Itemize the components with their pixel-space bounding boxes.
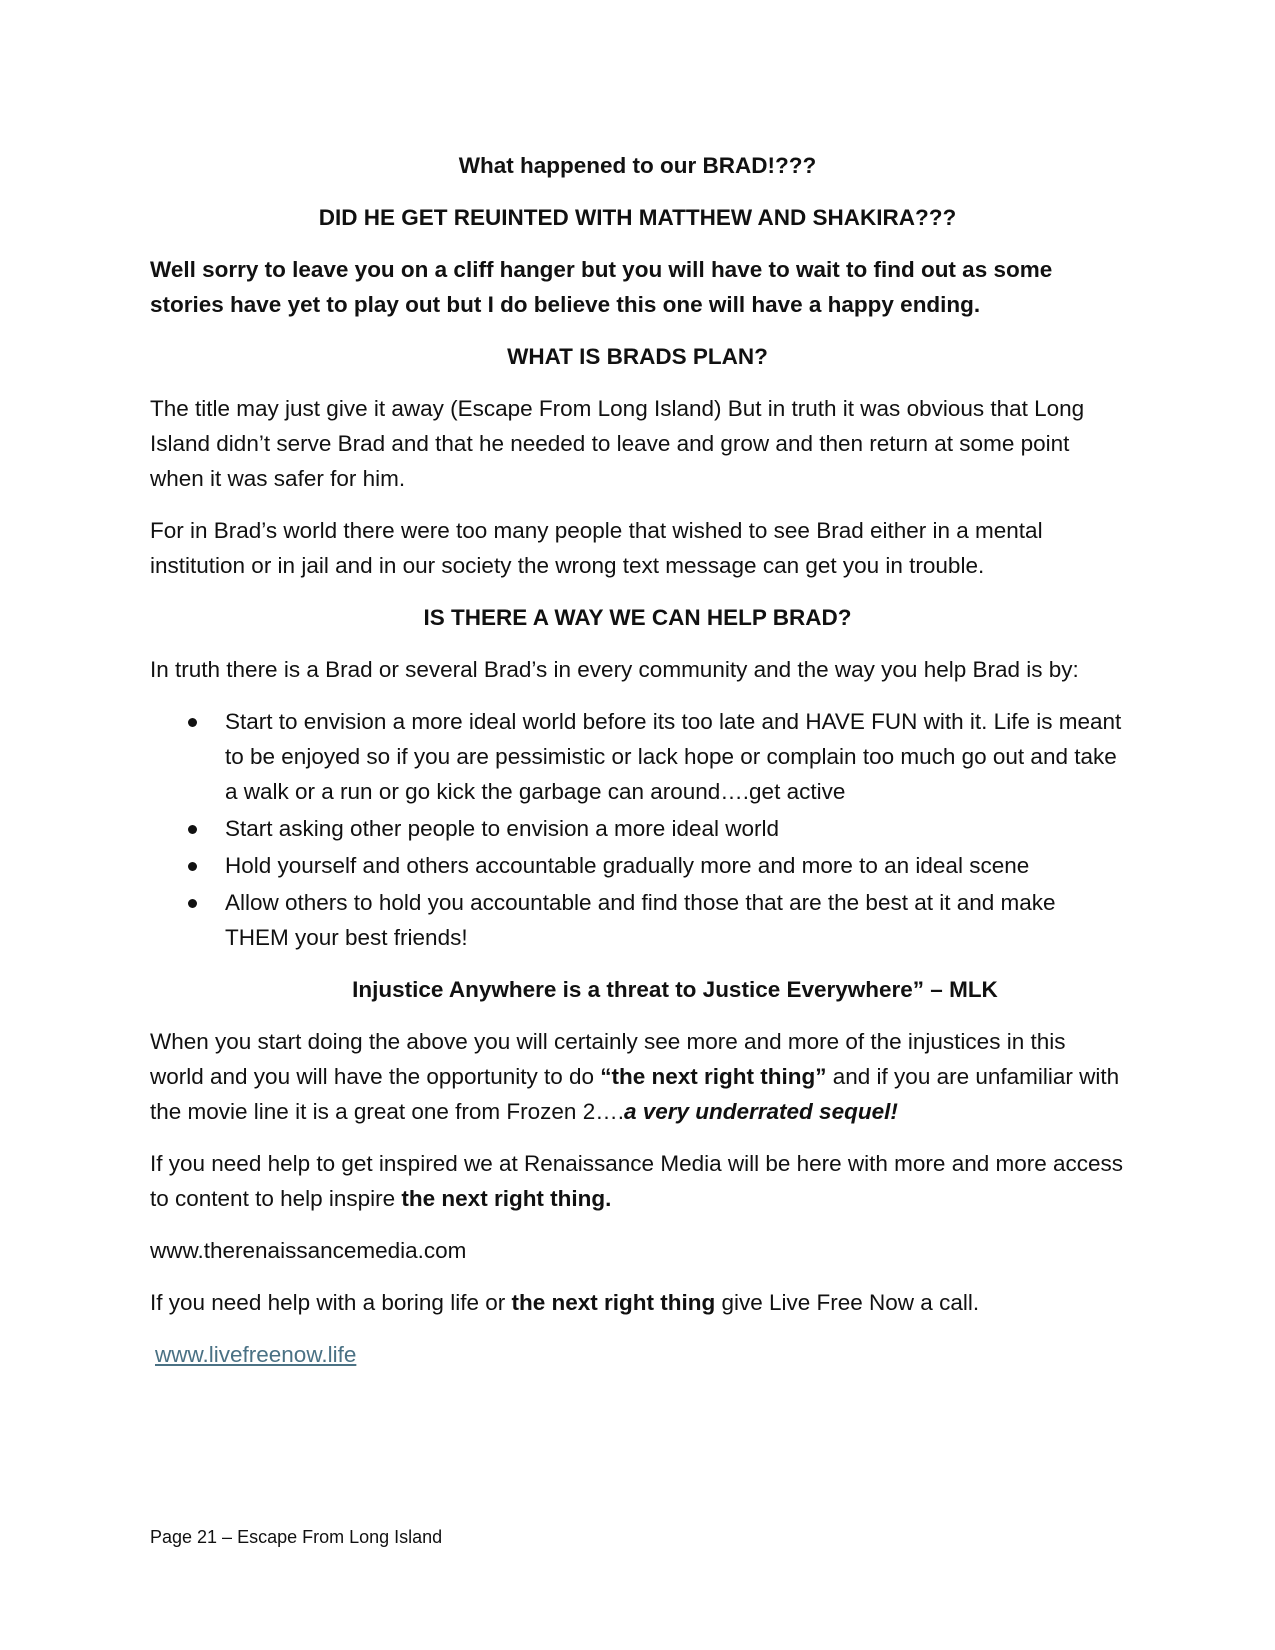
heading-brads-plan: WHAT IS BRADS PLAN? — [507, 344, 768, 369]
paragraph-next-right-thing: When you start doing the above you will certainly see more and more of the injustices in this world and you will have the opportunity to do “the next right thing” and if you are unfamiliar with the movie line it is a great one from Frozen 2….a very underrated sequel! — [150, 1029, 1120, 1124]
list-item: Start to envision a more ideal world before its too late and HAVE FUN with it. Life is meant to be enjoyed so if you are pessimistic or lack hope or complain too much go out and take a walk or a run or go kick the garbage can around….get active — [225, 704, 1125, 809]
help-bullet-list — [150, 704, 1125, 955]
livefreenow-link[interactable]: www.livefreenow.life — [155, 1342, 357, 1367]
list-item: Hold yourself and others accountable gradually more and more to an ideal scene — [225, 848, 1125, 883]
list-item: Allow others to hold you accountable and find those that are the best at it and make THEM your best friends! — [225, 885, 1125, 955]
paragraph-brads-world: For in Brad’s world there were too many people that wished to see Brad either in a mental institution or in jail and in our society the wrong text message can get you in trouble. — [150, 518, 1043, 578]
bullet-icon — [188, 862, 197, 871]
mlk-quote: Injustice Anywhere is a threat to Justice Everywhere” – MLK — [352, 977, 998, 1002]
heading-help-brad: IS THERE A WAY WE CAN HELP BRAD? — [423, 605, 852, 630]
heading-reunited: DID HE GET REUINTED WITH MATTHEW AND SHAKIRA??? — [318, 205, 957, 230]
heading-what-happened: What happened to our BRAD!??? — [458, 153, 817, 178]
list-item: Start asking other people to envision a more ideal world — [225, 811, 1125, 846]
document-page — [150, 148, 1125, 1389]
bullet-icon — [188, 899, 197, 908]
page-footer: Page 21 – Escape From Long Island — [150, 1527, 443, 1547]
lead-paragraph: Well sorry to leave you on a cliff hanger but you will have to wait to find out as some stories have yet to play out but I do believe this one will have a happy ending. — [150, 257, 1053, 317]
bullet-icon — [188, 718, 197, 727]
paragraph-live-free-now: If you need help with a boring life or the next right thing give Live Free Now a call. — [150, 1290, 980, 1315]
website-renaissance-media: www.therenaissancemedia.com — [150, 1238, 467, 1263]
paragraph-title-giveaway: The title may just give it away (Escape From Long Island) But in truth it was obvious that Long Island didn’t serve Brad and that he needed to leave and grow and then return at some point when it was safer for him. — [150, 396, 1085, 491]
bullet-icon — [188, 825, 197, 834]
paragraph-in-truth: In truth there is a Brad or several Brad’s in every community and the way you help Brad is by: — [150, 657, 1079, 682]
website-livefreenow — [150, 1337, 1125, 1372]
paragraph-renaissance-media: If you need help to get inspired we at Renaissance Media will be here with more and more access to content to help inspire the next right thing. — [150, 1151, 1124, 1211]
